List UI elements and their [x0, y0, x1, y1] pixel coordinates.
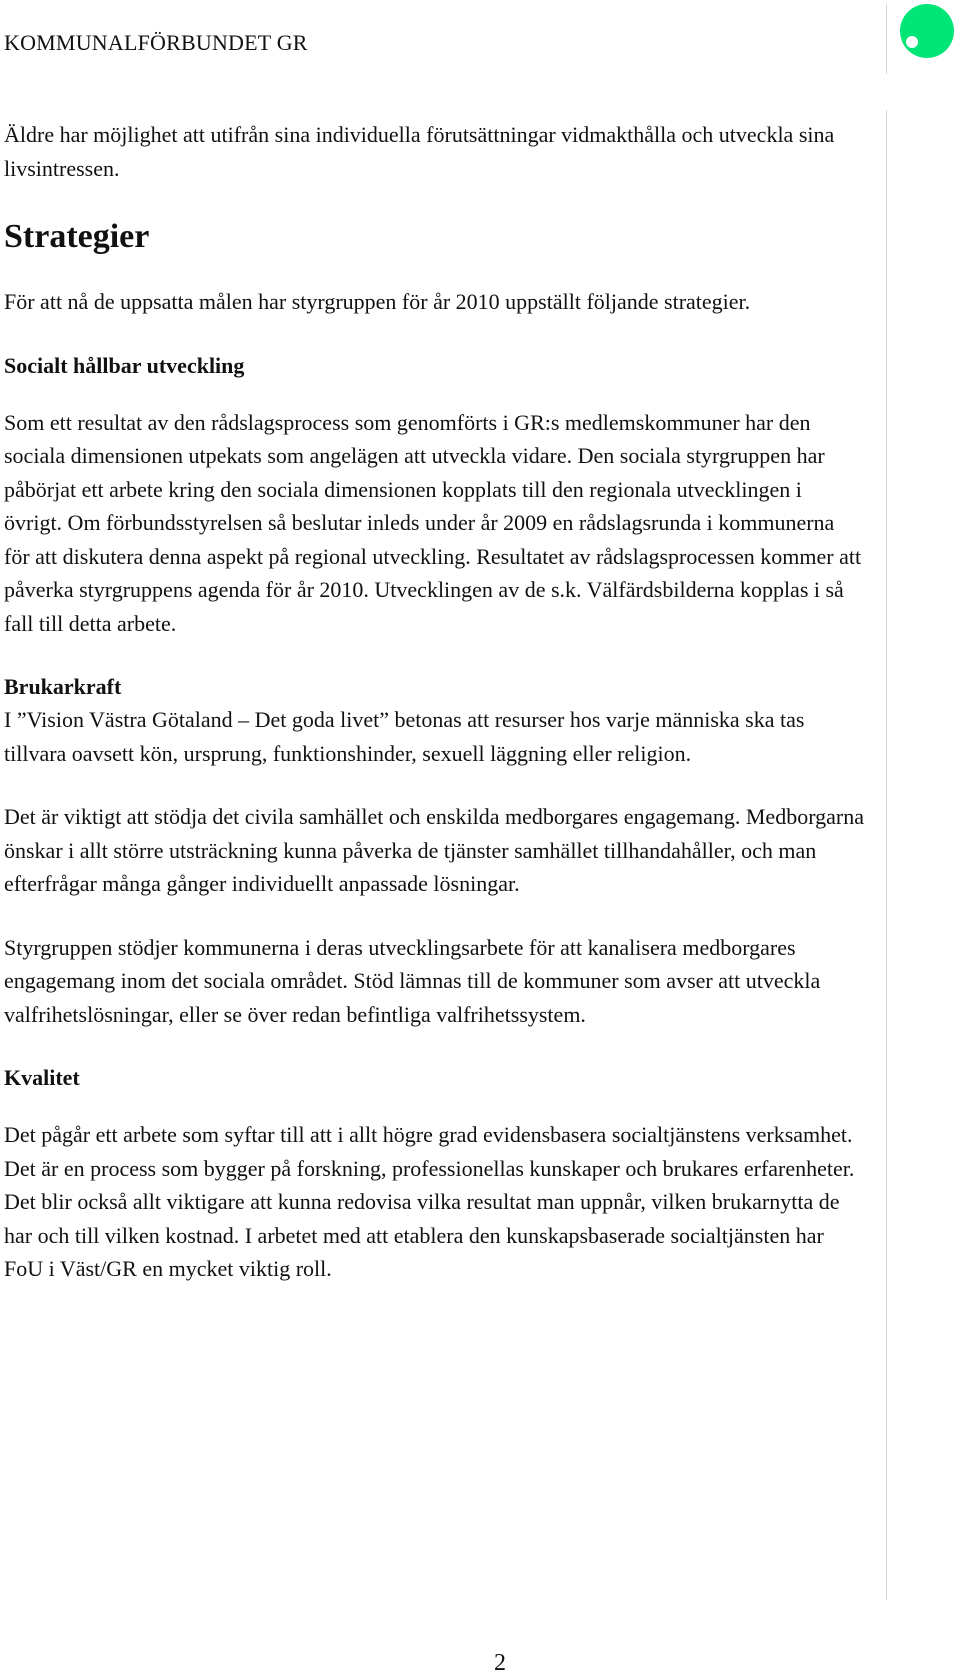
- green-dot-logo-icon: [900, 4, 954, 58]
- header-organization: KOMMUNALFÖRBUNDET GR: [4, 30, 308, 55]
- document-body: [4, 118, 864, 1286]
- user-power-paragraph-3: Styrgruppen stödjer kommunerna i deras utvecklingsarbete för att kanalisera medborgares engagemang inom det sociala området. Stöd lämnas till de kommuner som avser att utveckla valfrihetslösningar, eller se över redan befintliga valfrihetssystem.: [4, 934, 821, 1027]
- social-sustainability-heading: Socialt hållbar utveckling: [4, 352, 245, 378]
- logo-inner-dot: [906, 36, 918, 48]
- quality-heading: Kvalitet: [4, 1065, 80, 1090]
- page-number: 2: [494, 1650, 506, 1676]
- margin-rule: [886, 110, 887, 1600]
- social-sustainability-paragraph: Som ett resultat av den rådslagsprocess som genomförts i GR:s medlemskommuner har den sociala dimensionen utpekats som angelägen att utveckla vidare. Den sociala styrgruppen har påbörjat ett arbete kring den sociala dimensionen kopplats till den regionala utvecklingen i övrigt. Om förbundsstyrelsen så beslutar inleds under år 2009 en rådslagsrunda i kommunerna för att diskutera denna aspekt på regional utveckling. Resultatet av rådslagsprocessen kommer att påverka styrgruppens agenda för år 2010. Utvecklingen av de s.k. Välfärdsbilderna kopplas i så fall till detta arbete.: [4, 409, 862, 636]
- logo-circle: [900, 4, 954, 58]
- user-power-paragraph-2: Det är viktigt att stödja det civila samhället och enskilda medborgares engagemang. Medborgarna önskar i allt större utsträckning kunna påverka de tjänster samhället tillhandahåller, och man efterfrågar många gånger individuellt anpassade lösningar.: [4, 804, 864, 896]
- user-power-heading: Brukarkraft: [4, 674, 122, 699]
- margin-rule-top: [886, 4, 887, 74]
- strategies-heading: Strategier: [4, 218, 150, 255]
- intro-paragraph: Äldre har möjlighet att utifrån sina individuella förutsättningar vidmakthålla och utveckla sina livsintressen.: [4, 122, 835, 181]
- strategies-intro-paragraph: För att nå de uppsatta målen har styrgruppen för år 2010 uppställt följande strategier.: [4, 289, 751, 314]
- user-power-paragraph-1: I ”Vision Västra Götaland – Det goda livet” betonas att resurser hos varje människa ska tas tillvara oavsett kön, ursprung, funktionshinder, sexuell läggning eller religion.: [4, 707, 805, 766]
- quality-paragraph: Det pågår ett arbete som syftar till att i allt högre grad evidensbasera socialtjänstens verksamhet. Det är en process som bygger på forskning, professionellas kunskaper och brukares erfarenheter. Det blir också allt viktigare att kunna redovisa vilka resultat man uppnår, vilken brukarnytta de har och till vilken kostnad. I arbetet med att etablera den kunskapsbaserade socialtjänsten har FoU i Väst/GR en mycket viktig roll.: [4, 1122, 855, 1281]
